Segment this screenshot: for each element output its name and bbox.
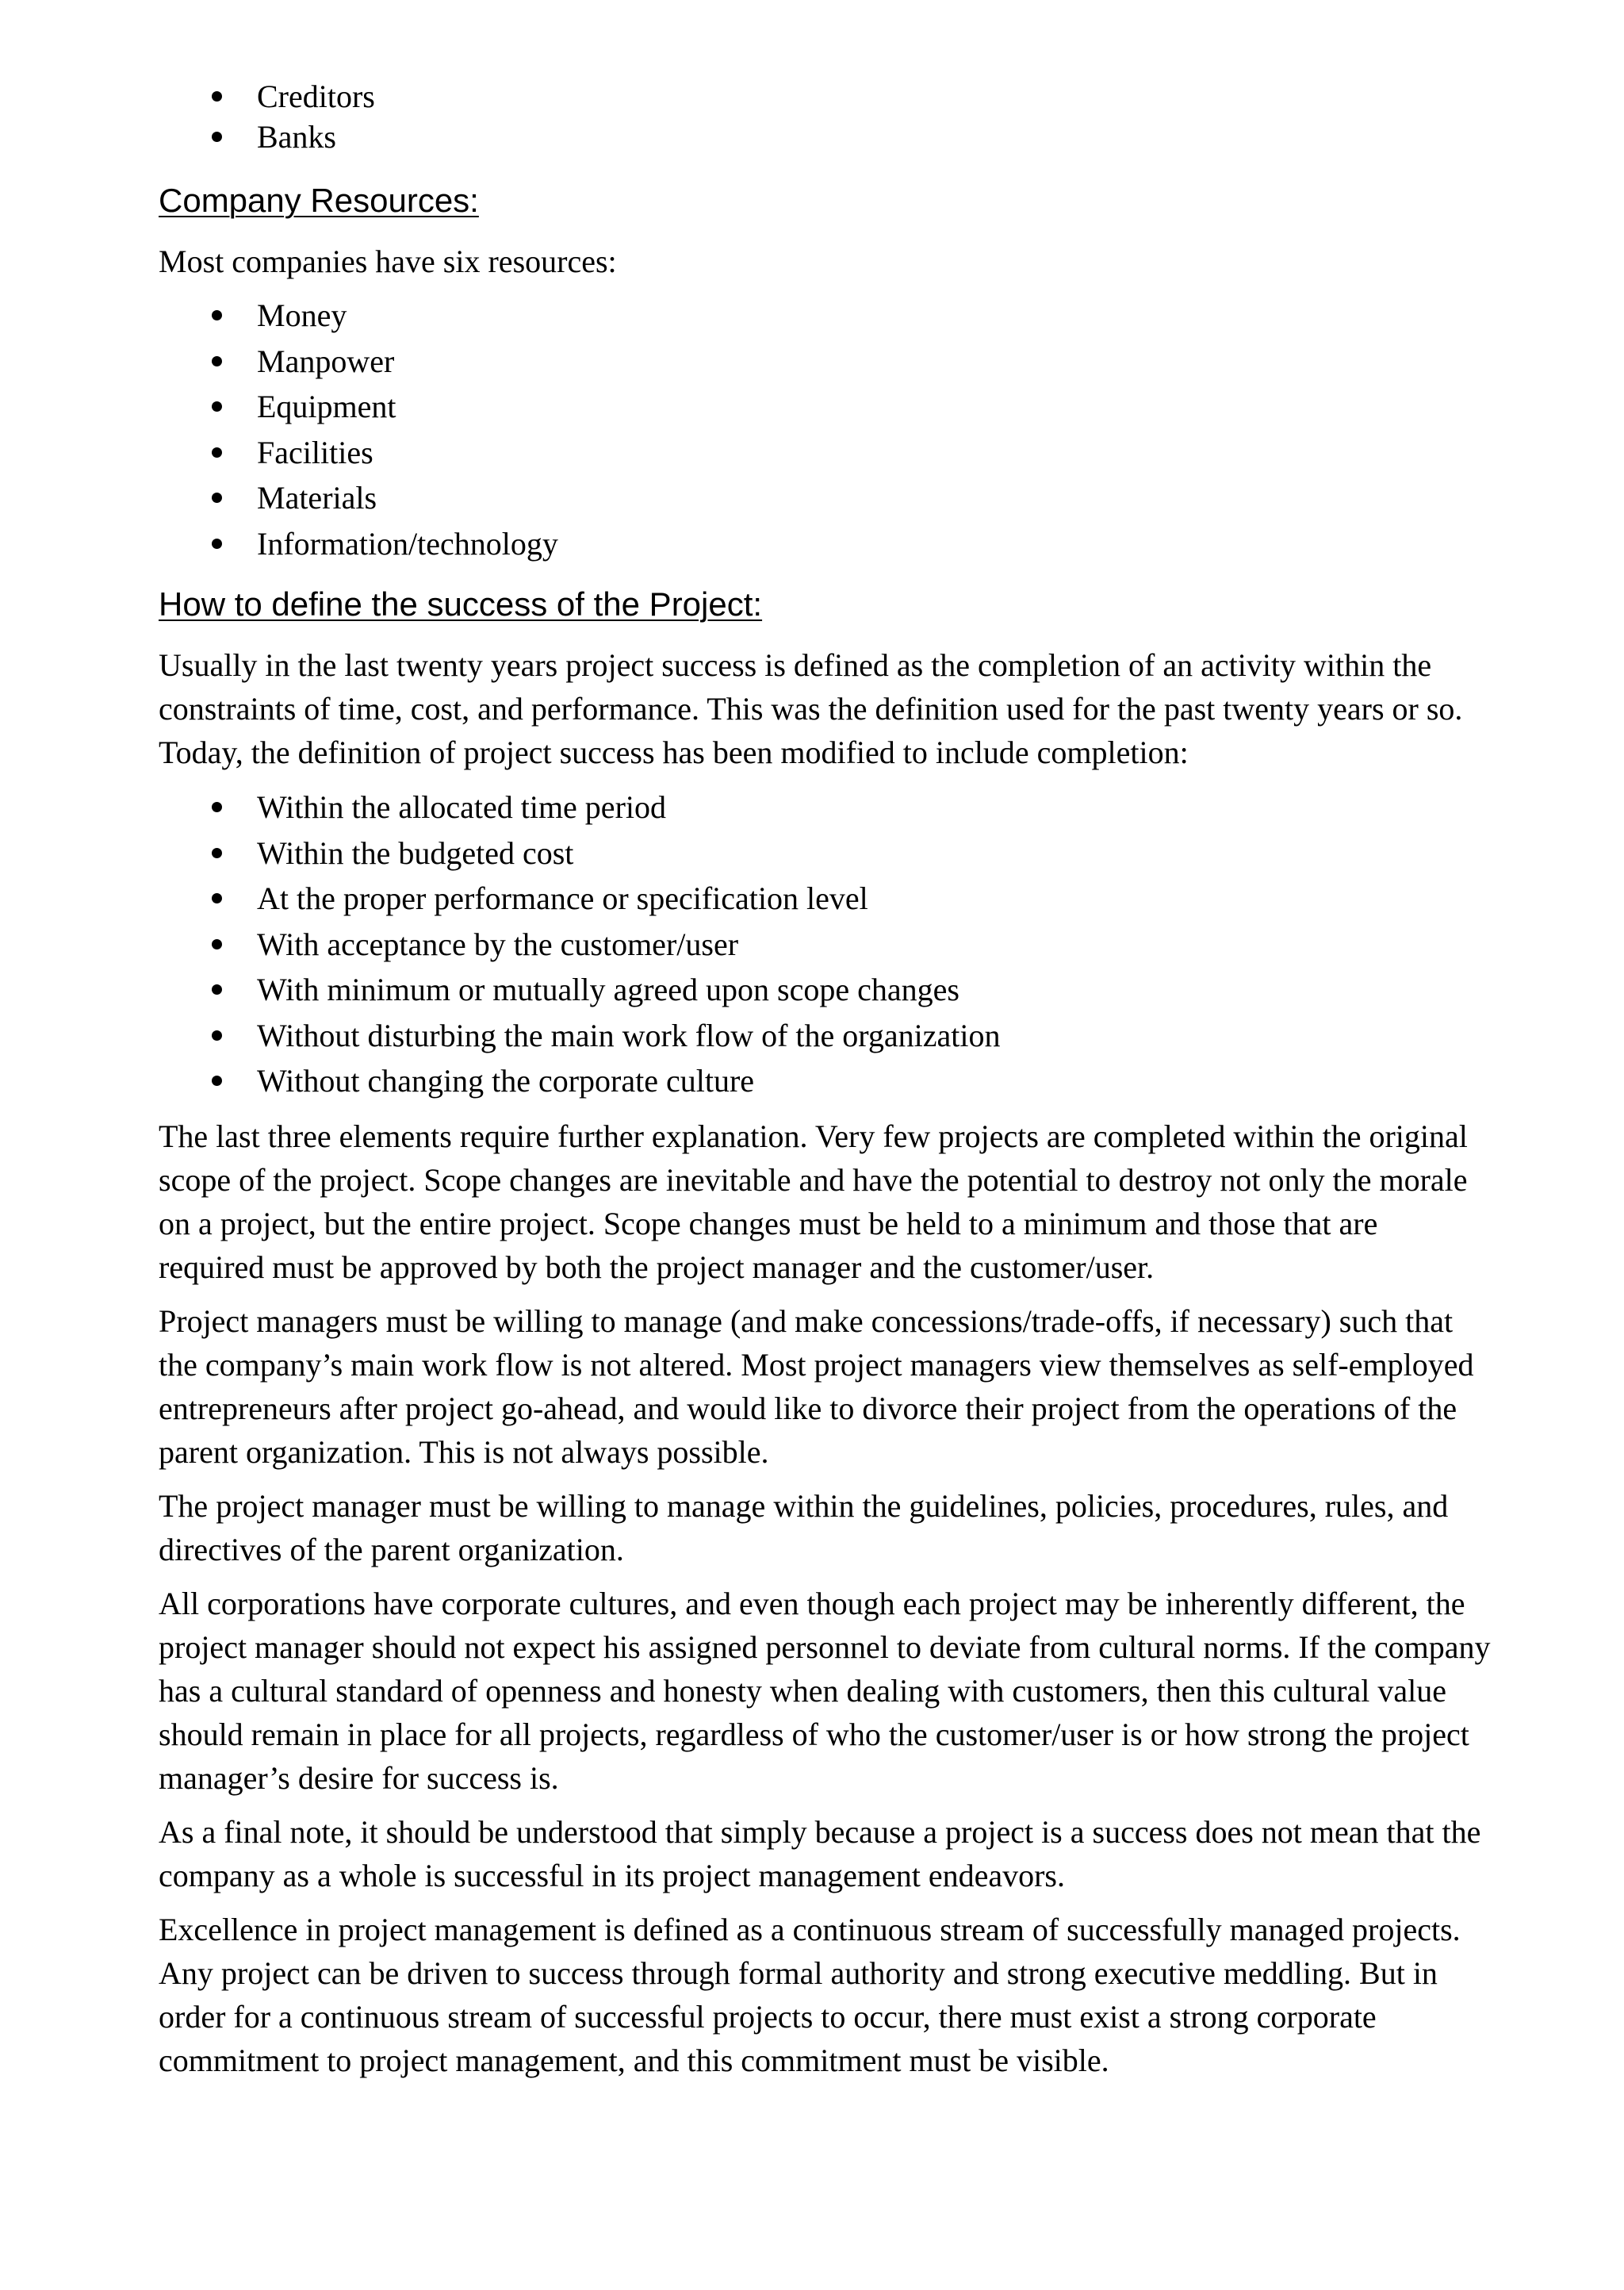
list-item	[159, 521, 1562, 567]
list-item-text: Equipment	[257, 389, 396, 424]
text-line: As a final note, it should be understood that simply because a project is a success does not mean that the	[159, 1813, 1481, 1850]
bullet-icon	[212, 356, 222, 366]
text-line: on a project, but the entire project. Scope changes must be held to a minimum and those that are	[159, 1205, 1378, 1241]
list-item	[159, 967, 1562, 1013]
text-line: Excellence in project management is defined as a continuous stream of successfully managed projects.	[159, 1911, 1461, 1947]
text-line: has a cultural standard of openness and honesty when dealing with customers, then this cultural value	[159, 1672, 1447, 1709]
list-item-text: Without disturbing the main work flow of the organization	[257, 1017, 1001, 1053]
text-line: order for a continuous stream of successful projects to occur, there must exist a strong corporate	[159, 1998, 1377, 2035]
text-line: Today, the definition of project success has been modified to include completion:	[159, 735, 1189, 770]
text-line: should remain in place for all projects, regardless of who the customer/user is or how strong the project	[159, 1716, 1469, 1752]
text-line: commitment to project management, and this commitment must be visible.	[159, 2042, 1109, 2078]
list-item	[159, 784, 1562, 830]
success-intro-paragraph	[159, 643, 1562, 774]
text-line: Any project can be driven to success through formal authority and strong executive meddling. But in	[159, 1954, 1438, 1991]
list-item-text: With acceptance by the customer/user	[257, 926, 739, 962]
list-item	[159, 876, 1562, 922]
list-item	[159, 384, 1562, 430]
body-paragraph	[159, 1299, 1562, 1474]
bullet-icon	[212, 539, 222, 549]
text-line: parent organization. This is not always possible.	[159, 1433, 769, 1470]
list-item-text: Creditors	[257, 79, 375, 114]
text-line: All corporations have corporate cultures, and even though each project may be inherently different, the	[159, 1585, 1465, 1621]
success-criteria-list	[159, 784, 1562, 1104]
list-item-text: At the proper performance or specification level	[257, 880, 868, 916]
text-line: project manager should not expect his assigned personnel to deviate from cultural norms. If the company	[159, 1628, 1491, 1665]
text-line: the company’s main work flow is not altered. Most project managers view themselves as self-employed	[159, 1346, 1474, 1383]
list-item-text: With minimum or mutually agreed upon scope changes	[257, 972, 959, 1007]
list-item-text: Materials	[257, 480, 377, 516]
section-heading-company-resources: Company Resources:	[159, 182, 479, 219]
list-item-text: Within the allocated time period	[257, 789, 666, 825]
section-heading-project-success: How to define the success of the Project:	[159, 585, 763, 623]
body-paragraph	[159, 1484, 1562, 1571]
bullet-icon	[212, 848, 222, 858]
list-item	[159, 430, 1562, 476]
list-item	[159, 76, 1562, 117]
text-line: constraints of time, cost, and performance. This was the definition used for the past twenty years or so.	[159, 691, 1463, 727]
list-item	[159, 339, 1562, 385]
text-line: directives of the parent organization.	[159, 1531, 624, 1567]
bullet-icon	[212, 893, 222, 903]
list-item-text: Money	[257, 297, 347, 333]
body-paragraph	[159, 1582, 1562, 1800]
text-line: The last three elements require further explanation. Very few projects are completed within the original	[159, 1118, 1468, 1154]
list-item	[159, 293, 1562, 339]
text-line: Usually in the last twenty years project success is defined as the completion of an activity within the	[159, 647, 1432, 683]
body-paragraph	[159, 1908, 1562, 2082]
bullet-icon	[212, 91, 222, 102]
list-item	[159, 830, 1562, 876]
resources-intro-text: Most companies have six resources:	[159, 244, 617, 279]
list-item	[159, 1013, 1562, 1059]
text-line: scope of the project. Scope changes are inevitable and have the potential to destroy not only the morale	[159, 1161, 1468, 1198]
bullet-icon	[212, 1076, 222, 1086]
text-line: entrepreneurs after project go-ahead, and would like to divorce their project from the operations of the	[159, 1390, 1457, 1426]
text-line: company as a whole is successful in its project management endeavors.	[159, 1857, 1065, 1893]
resources-list	[159, 293, 1562, 566]
list-item-text: Banks	[257, 119, 336, 155]
list-item	[159, 475, 1562, 521]
body-paragraph	[159, 1810, 1562, 1897]
bullet-icon	[212, 1030, 222, 1041]
list-item-text: Information/technology	[257, 525, 558, 562]
text-line: Project managers must be willing to manage (and make concessions/trade-offs, if necessary) such that	[159, 1302, 1454, 1339]
list-item-text: Within the budgeted cost	[257, 834, 574, 871]
document-page	[159, 76, 1562, 2082]
bullet-icon	[212, 493, 222, 503]
text-line: The project manager must be willing to manage within the guidelines, policies, procedures, rules, and	[159, 1487, 1449, 1524]
list-item-text: Without changing the corporate culture	[257, 1063, 755, 1099]
bullet-icon	[212, 132, 222, 142]
list-item-text: Facilities	[257, 434, 373, 470]
bullet-icon	[212, 310, 222, 320]
bullet-icon	[212, 802, 222, 812]
bullet-icon	[212, 939, 222, 949]
text-line: manager’s desire for success is.	[159, 1759, 559, 1796]
text-line: required must be approved by both the project manager and the customer/user.	[159, 1249, 1155, 1285]
list-item	[159, 1058, 1562, 1104]
bullet-icon	[212, 984, 222, 995]
list-item	[159, 117, 1562, 157]
bullet-icon	[212, 401, 222, 412]
body-paragraph	[159, 1114, 1562, 1289]
stakeholder-list	[159, 76, 1562, 157]
list-item-text: Manpower	[257, 343, 395, 379]
bullet-icon	[212, 447, 222, 458]
list-item	[159, 922, 1562, 968]
